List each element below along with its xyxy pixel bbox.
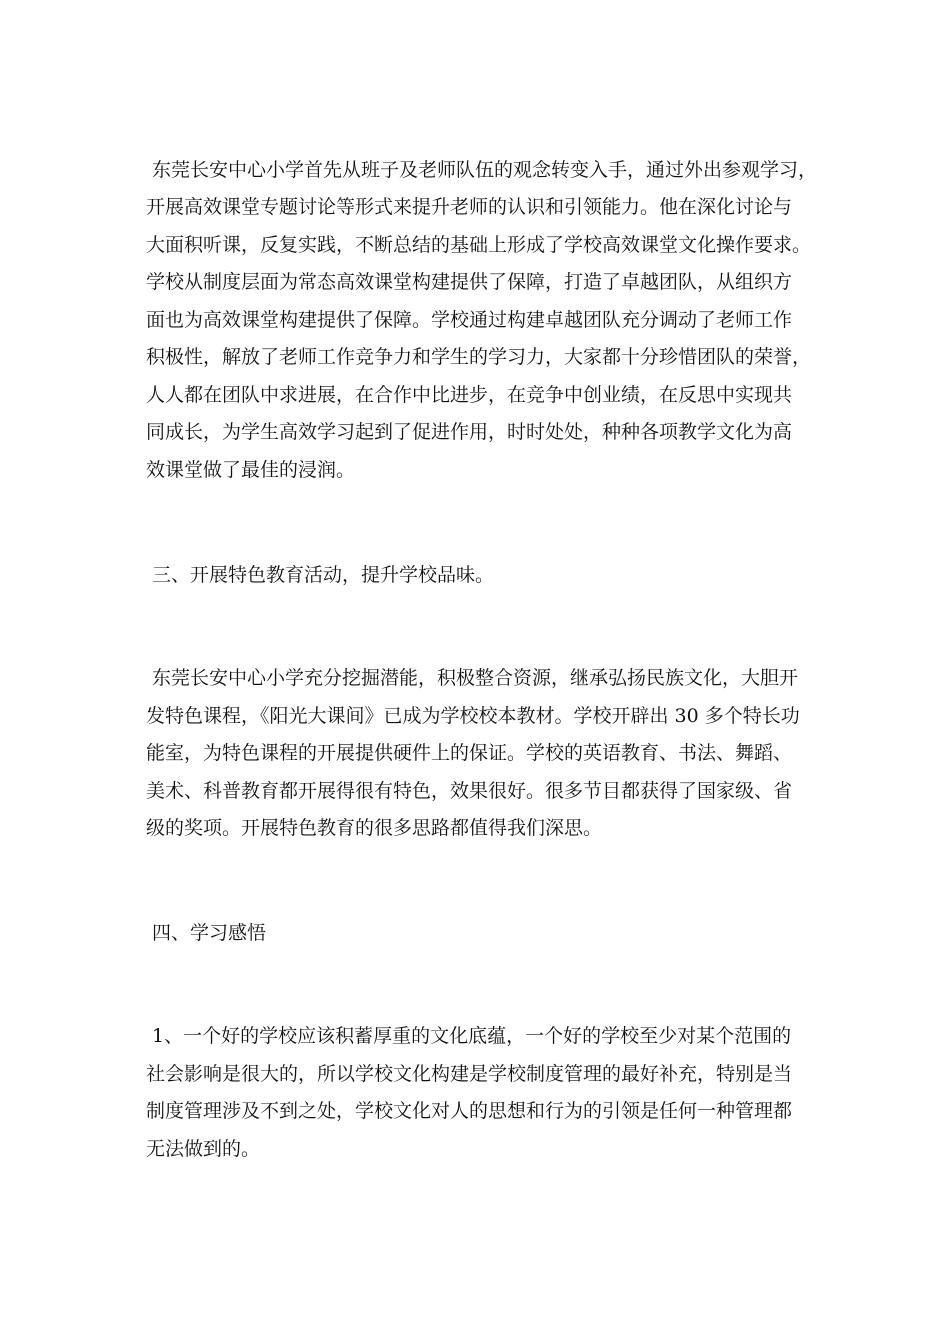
paragraph-line: 面也为高效课堂构建提供了保障。学校通过构建卓越团队充分调动了老师工作 <box>146 309 793 331</box>
paragraph-line: 东莞长安中心小学充分挖掘潜能，积极整合资源，继承弘扬民族文化，大胆开 <box>152 667 799 689</box>
paragraph-line: 1、一个好的学校应该积蓄厚重的文化底蕴，一个好的学校至少对某个范围的 <box>152 1025 792 1047</box>
paragraph-line: 积极性，解放了老师工作竞争力和学生的学习力，大家都十分珍惜团队的荣誉， <box>146 346 812 368</box>
paragraph-line: 同成长，为学生高效学习起到了促进作用，时时处处，种种各项教学文化为高 <box>146 421 793 443</box>
paragraph-line: 大面积听课，反复实践，不断总结的基础上形成了学校高效课堂文化操作要求。 <box>146 234 812 256</box>
paragraph-line: 社会影响是很大的，所以学校文化构建是学校制度管理的最好补充，特别是当 <box>146 1063 793 1085</box>
paragraph-line: 开展高效课堂专题讨论等形式来提升老师的认识和引领能力。他在深化讨论与 <box>146 196 793 218</box>
section-heading-4: 四、学习感悟 <box>152 922 267 944</box>
paragraph-line: 能室，为特色课程的开展提供硬件上的保证。学校的英语教育、书法、舞蹈、 <box>146 742 793 764</box>
section-heading-3: 三、开展特色教育活动，提升学校品味。 <box>152 564 495 586</box>
paragraph-line: 人人都在团队中求进展，在合作中比进步，在竞争中创业绩，在反思中实现共 <box>146 384 793 406</box>
paragraph-line: 效课堂做了最佳的浸润。 <box>146 459 356 481</box>
paragraph-line: 制度管理涉及不到之处，学校文化对人的思想和行为的引领是任何一种管理都 <box>146 1100 793 1122</box>
paragraph-line: 东莞长安中心小学首先从班子及老师队伍的观念转变入手，通过外出参观学习， <box>152 159 818 181</box>
paragraph-line: 学校从制度层面为常态高效课堂构建提供了保障，打造了卓越团队，从组织方 <box>146 271 793 293</box>
paragraph-line: 美术、科普教育都开展得很有特色，效果很好。很多节目都获得了国家级、省 <box>146 780 793 802</box>
paragraph-line: 级的奖项。开展特色教育的很多思路都值得我们深思。 <box>146 817 603 839</box>
paragraph-line: 无法做到的。 <box>146 1138 261 1160</box>
paragraph-line: 发特色课程，《阳光大课间》已成为学校校本教材。学校开辟出 30 多个特长功 <box>146 705 800 727</box>
